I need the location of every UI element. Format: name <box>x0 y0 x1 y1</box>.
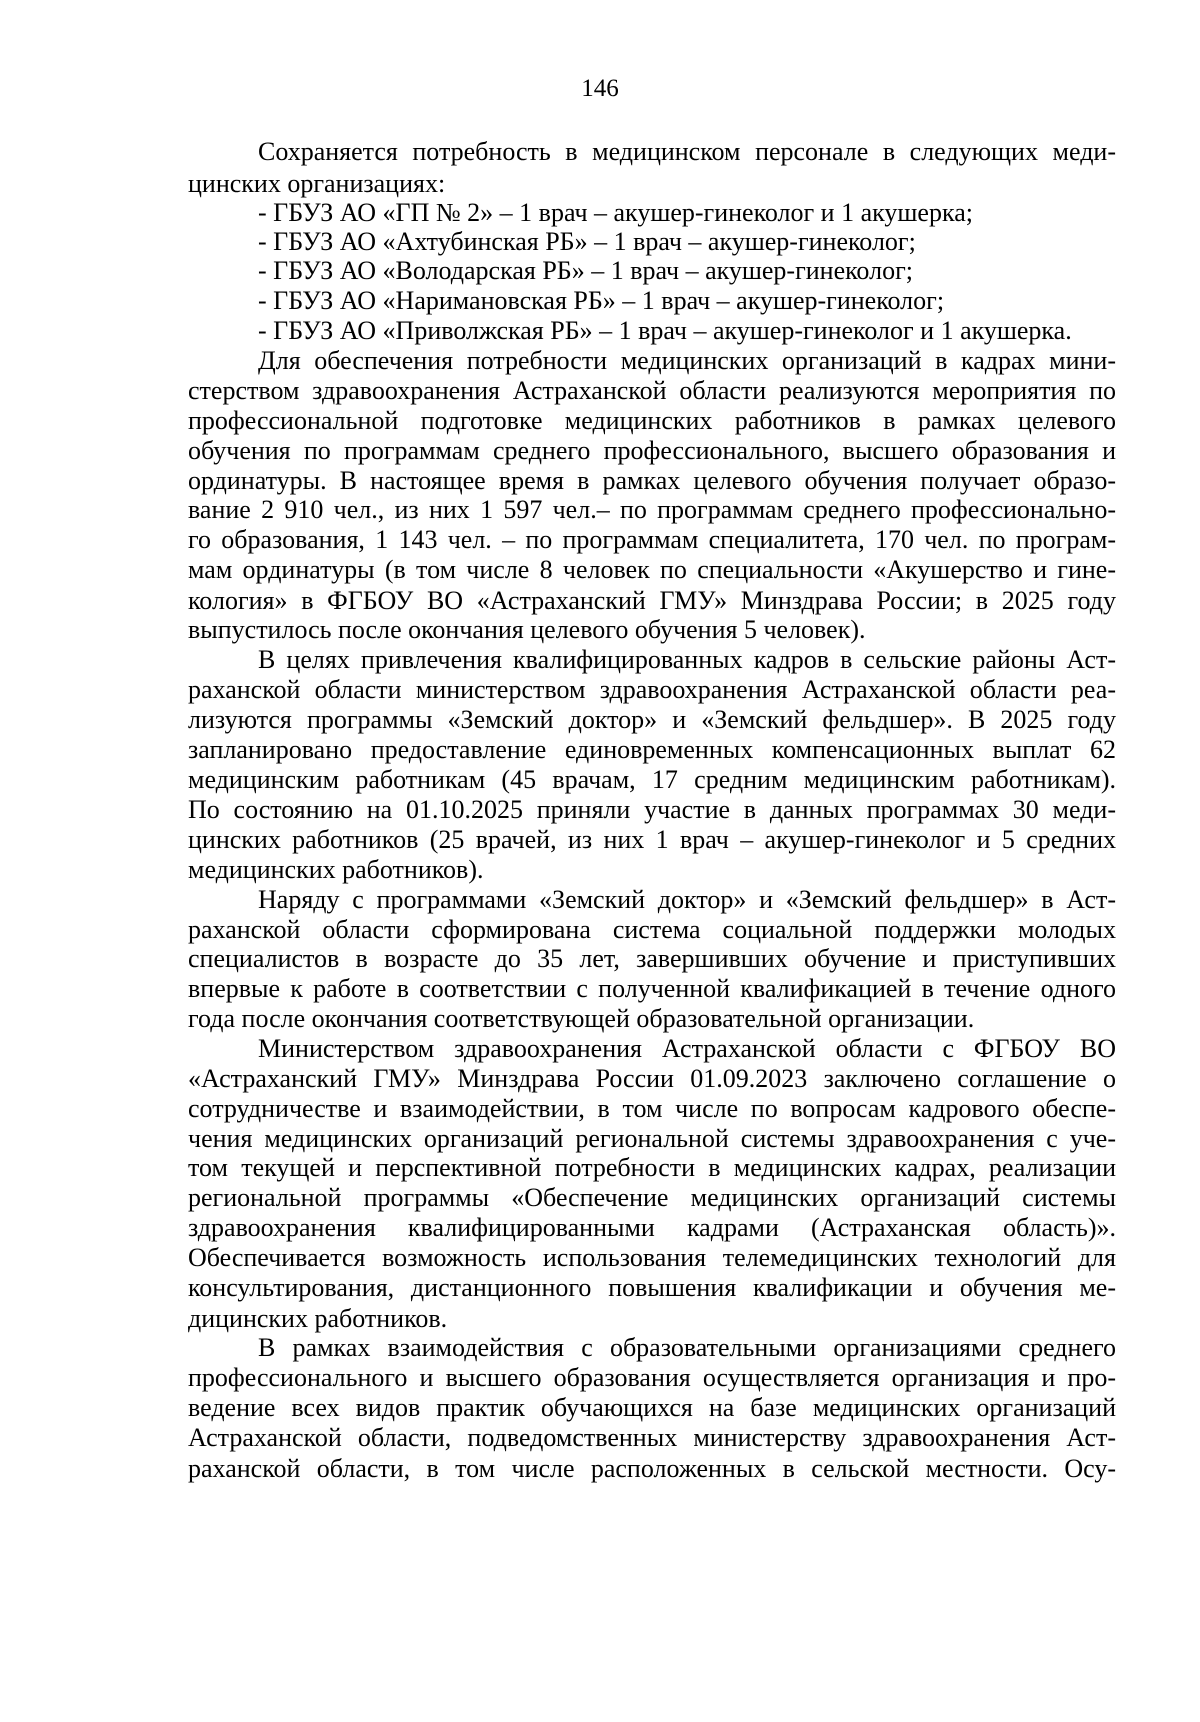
text-line: специалистов в возрасте до 35 лет, завершивших обучение и приступивших <box>188 944 1116 973</box>
text-line: обучения по программам среднего профессионального, высшего образования и <box>188 436 1116 465</box>
text-line: чения медицинских организаций региональной системы здравоохранения с уче- <box>188 1124 1116 1153</box>
text-line: вание 2 910 чел., из них 1 597 чел.– по программам среднего профессионально- <box>188 495 1116 524</box>
text-line: ведение всех видов практик обучающихся на базе медицинских организаций <box>188 1393 1116 1422</box>
text-line: том текущей и перспективной потребности в медицинских кадрах, реализации <box>188 1153 1116 1182</box>
text-line: Астраханской области, подведомственных министерству здравоохранения Аст- <box>188 1423 1116 1452</box>
text-line: кология» в ФГБОУ ВО «Астраханский ГМУ» Минздрава России; в 2025 году <box>188 586 1116 615</box>
text-line: Для обеспечения потребности медицинских организаций в кадрах мини- <box>258 346 1116 375</box>
text-line: - ГБУЗ АО «ГП № 2» – 1 врач – акушер-гинеколог и 1 акушерка; <box>258 198 973 227</box>
text-line: консультирования, дистанционного повышения квалификации и обучения ме- <box>188 1273 1116 1302</box>
text-line: дицинских работников. <box>188 1304 448 1333</box>
text-line: раханской области, в том числе расположенных в сельской местности. Осу- <box>188 1454 1116 1483</box>
text-line: го образования, 1 143 чел. – по программам специалитета, 170 чел. по програм- <box>188 525 1116 554</box>
text-line: стерством здравоохранения Астраханской области реализуются мероприятия по <box>188 376 1116 405</box>
text-line: По состоянию на 01.10.2025 приняли участие в данных программах 30 меди- <box>188 795 1116 824</box>
text-line: ординатуры. В настоящее время в рамках целевого обучения получает образо- <box>188 466 1116 495</box>
text-line: мам ординатуры (в том числе 8 человек по специальности «Акушерство и гине- <box>188 555 1116 584</box>
text-line: лизуются программы «Земский доктор» и «Земский фельдшер». В 2025 году <box>188 705 1116 734</box>
text-line: впервые к работе в соответствии с полученной квалификацией в течение одного <box>188 974 1116 1003</box>
text-line: Наряду с программами «Земский доктор» и «Земский фельдшер» в Аст- <box>258 885 1116 914</box>
text-line: раханской области сформирована система социальной поддержки молодых <box>188 915 1116 944</box>
text-line: медицинских работников). <box>188 855 484 884</box>
page-number: 146 <box>581 75 619 102</box>
text-line: - ГБУЗ АО «Володарская РБ» – 1 врач – акушер-гинеколог; <box>258 256 913 285</box>
text-line: сотрудничестве и взаимодействии, в том числе по вопросам кадрового обеспе- <box>188 1094 1116 1123</box>
text-line: здравоохранения квалифицированными кадрами (Астраханская область)». <box>188 1213 1116 1242</box>
text-line: раханской области министерством здравоохранения Астраханской области реа- <box>188 675 1116 704</box>
text-line: Сохраняется потребность в медицинском персонале в следующих меди- <box>258 137 1116 166</box>
text-line: выпустилось после окончания целевого обучения 5 человек). <box>188 615 866 644</box>
text-line: - ГБУЗ АО «Приволжская РБ» – 1 врач – акушер-гинеколог и 1 акушерка. <box>258 316 1072 345</box>
text-line: региональной программы «Обеспечение медицинских организаций системы <box>188 1183 1116 1212</box>
text-line: профессионального и высшего образования осуществляется организация и про- <box>188 1363 1116 1392</box>
text-line: - ГБУЗ АО «Наримановская РБ» – 1 врач – акушер-гинеколог; <box>258 286 945 315</box>
text-line: «Астраханский ГМУ» Минздрава России 01.09.2023 заключено соглашение о <box>188 1064 1116 1093</box>
text-line: - ГБУЗ АО «Ахтубинская РБ» – 1 врач – акушер-гинеколог; <box>258 227 916 256</box>
text-line: запланировано предоставление единовременных компенсационных выплат 62 <box>188 735 1116 764</box>
text-line: Министерством здравоохранения Астраханской области с ФГБОУ ВО <box>258 1034 1116 1063</box>
text-line: В целях привлечения квалифицированных кадров в сельские районы Аст- <box>258 645 1116 674</box>
text-line: года после окончания соответствующей образовательной организации. <box>188 1004 975 1033</box>
text-line: В рамках взаимодействия с образовательными организациями среднего <box>258 1333 1116 1362</box>
text-line: профессиональной подготовке медицинских работников в рамках целевого <box>188 406 1116 435</box>
text-line: Обеспечивается возможность использования телемедицинских технологий для <box>188 1243 1116 1272</box>
text-line: цинских работников (25 врачей, из них 1 врач – акушер-гинеколог и 5 средних <box>188 825 1116 854</box>
text-line: цинских организациях: <box>188 169 446 198</box>
text-line: медицинским работникам (45 врачам, 17 средним медицинским работникам). <box>188 765 1116 794</box>
